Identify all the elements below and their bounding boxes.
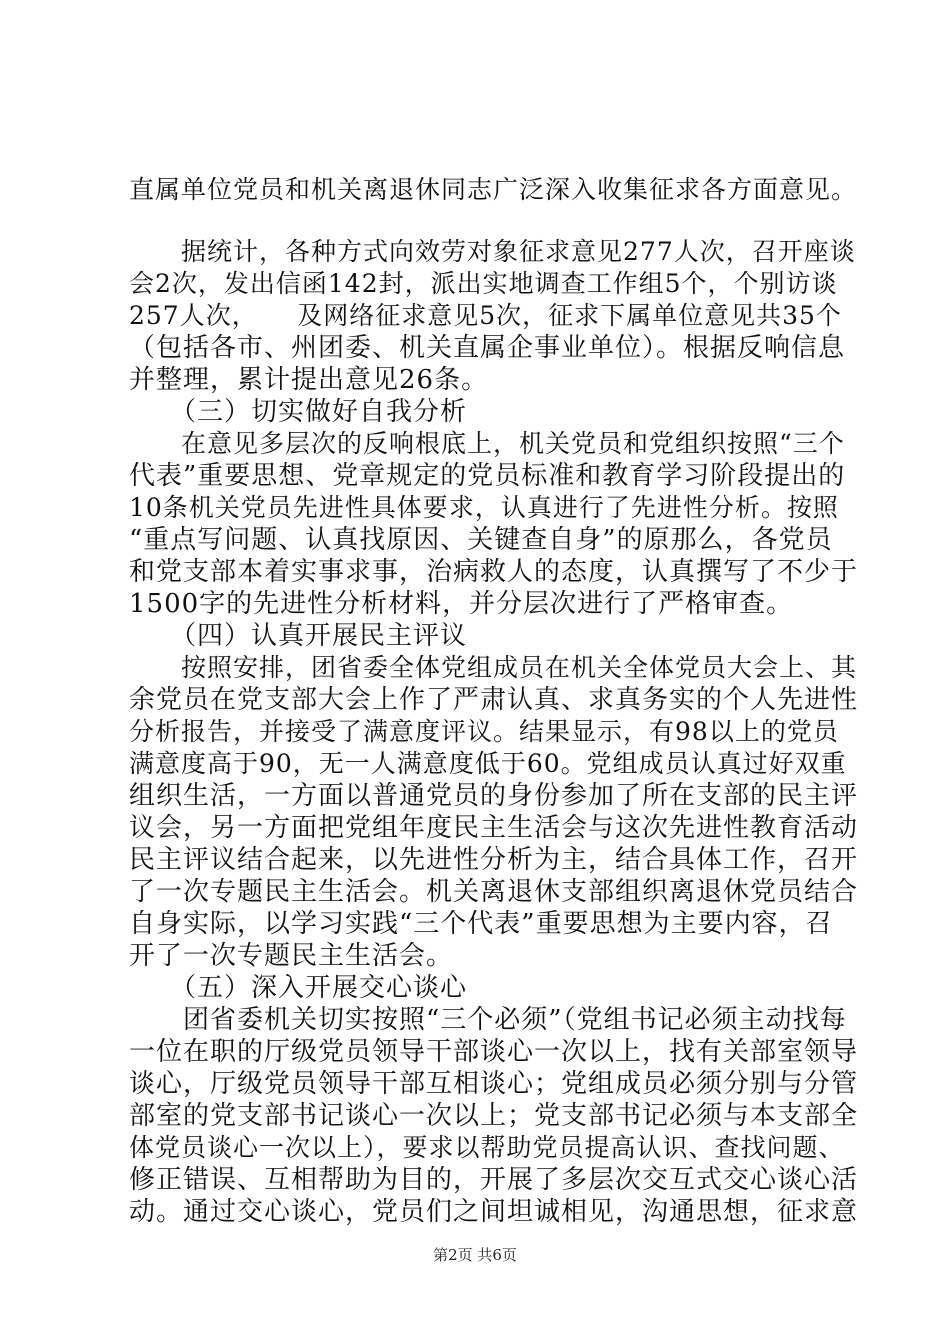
section-heading: （五）深入开展交心谈心 bbox=[129, 973, 468, 1003]
body-text-line: 据统计，各种方式向效劳对象征求意见277人次，召开座谈 bbox=[129, 237, 856, 266]
body-text-line: “重点写问题、认真找原因、关键查自身”的原那么，各党员 bbox=[129, 525, 833, 555]
body-text-line: 体党员谈心一次以上），要求以帮助党员提高认识、查找问题、 bbox=[129, 1133, 845, 1162]
section-heading: （四）认真开展民主评议 bbox=[129, 621, 468, 651]
body-text-line: 直属单位党员和机关离退休同志广泛深入收集征求各方面意见。 bbox=[129, 175, 858, 204]
body-text-line: 了一次专题民主生活会。机关离退休支部组织离退休党员结合 bbox=[129, 877, 859, 907]
body-text-line: 部室的党支部书记谈心一次以上；党支部书记必须与本支部全 bbox=[129, 1101, 859, 1131]
page-number-footer: 第2页 共6页 bbox=[433, 1246, 517, 1264]
body-text-line: 在意见多层次的反响根底上，机关党员和党组织按照“三个 bbox=[129, 429, 845, 458]
section-heading: （三）切实做好自我分析 bbox=[129, 397, 468, 427]
body-text-line: 一位在职的厅级党员领导干部谈心一次以上，找有关部室领导 bbox=[129, 1037, 859, 1067]
body-text-line: 开了一次专题民主生活会。 bbox=[129, 941, 454, 971]
body-text-line: 按照安排，团省委全体党组成员在机关全体党员大会上、其 bbox=[129, 653, 858, 682]
body-text-line: 修正错误、互相帮助为目的，开展了多层次交互式交心谈心活 bbox=[129, 1165, 859, 1195]
body-text-line: 谈心，厅级党员领导干部互相谈心；党组成员必须分别与分管 bbox=[129, 1069, 859, 1099]
body-text-line: 分析报告，并接受了满意度评议。结果显示，有98以上的党员 bbox=[129, 717, 839, 746]
body-text-line: 余党员在党支部大会上作了严肃认真、求真务实的个人先进性 bbox=[129, 685, 859, 715]
body-text-line: 组织生活，一方面以普通党员的身份参加了所在支部的民主评 bbox=[129, 781, 859, 811]
body-text-line: （包括各市、州团委、机关直属企事业单位）。根据反响信息 bbox=[129, 333, 846, 363]
body-text-line: 团省委机关切实按照“三个必须”（党组书记必须主动找每 bbox=[129, 1005, 847, 1035]
body-text-line: 自身实际，以学习实践“三个代表”重要思想为主要内容，召 bbox=[129, 909, 833, 939]
body-text-line: 代表”重要思想、党章规定的党员标准和教育学习阶段提出的 bbox=[129, 461, 846, 491]
body-text-line: 10条机关党员先进性具体要求，认真进行了先进性分析。按照 bbox=[129, 493, 839, 522]
body-text-line: 动。通过交心谈心，党员们之间坦诚相见，沟通思想，征求意 bbox=[129, 1197, 859, 1227]
body-text-line: 议会，另一方面把党组年度民主生活会与这次先进性教育活动 bbox=[129, 813, 859, 843]
body-text-line: 并整理，累计提出意见26条。 bbox=[129, 365, 489, 395]
body-text-line: 257人次， 及网络征求意见5次，征求下属单位意见共35个 bbox=[129, 301, 842, 330]
body-text-line: 1500字的先进性分析材料，并分层次进行了严格审查。 bbox=[129, 589, 794, 619]
body-text-line: 和党支部本着实事求事，治病救人的态度，认真撰写了不少于 bbox=[129, 557, 859, 587]
body-text-line: 民主评议结合起来，以先进性分析为主，结合具体工作，召开 bbox=[129, 845, 859, 875]
body-text-line: 会2次，发出信函142封，派出实地调查工作组5个，个别访谈 bbox=[129, 269, 838, 298]
body-text-line: 满意度高于90，无一人满意度低于60。党组成员认真过好双重 bbox=[129, 749, 847, 778]
